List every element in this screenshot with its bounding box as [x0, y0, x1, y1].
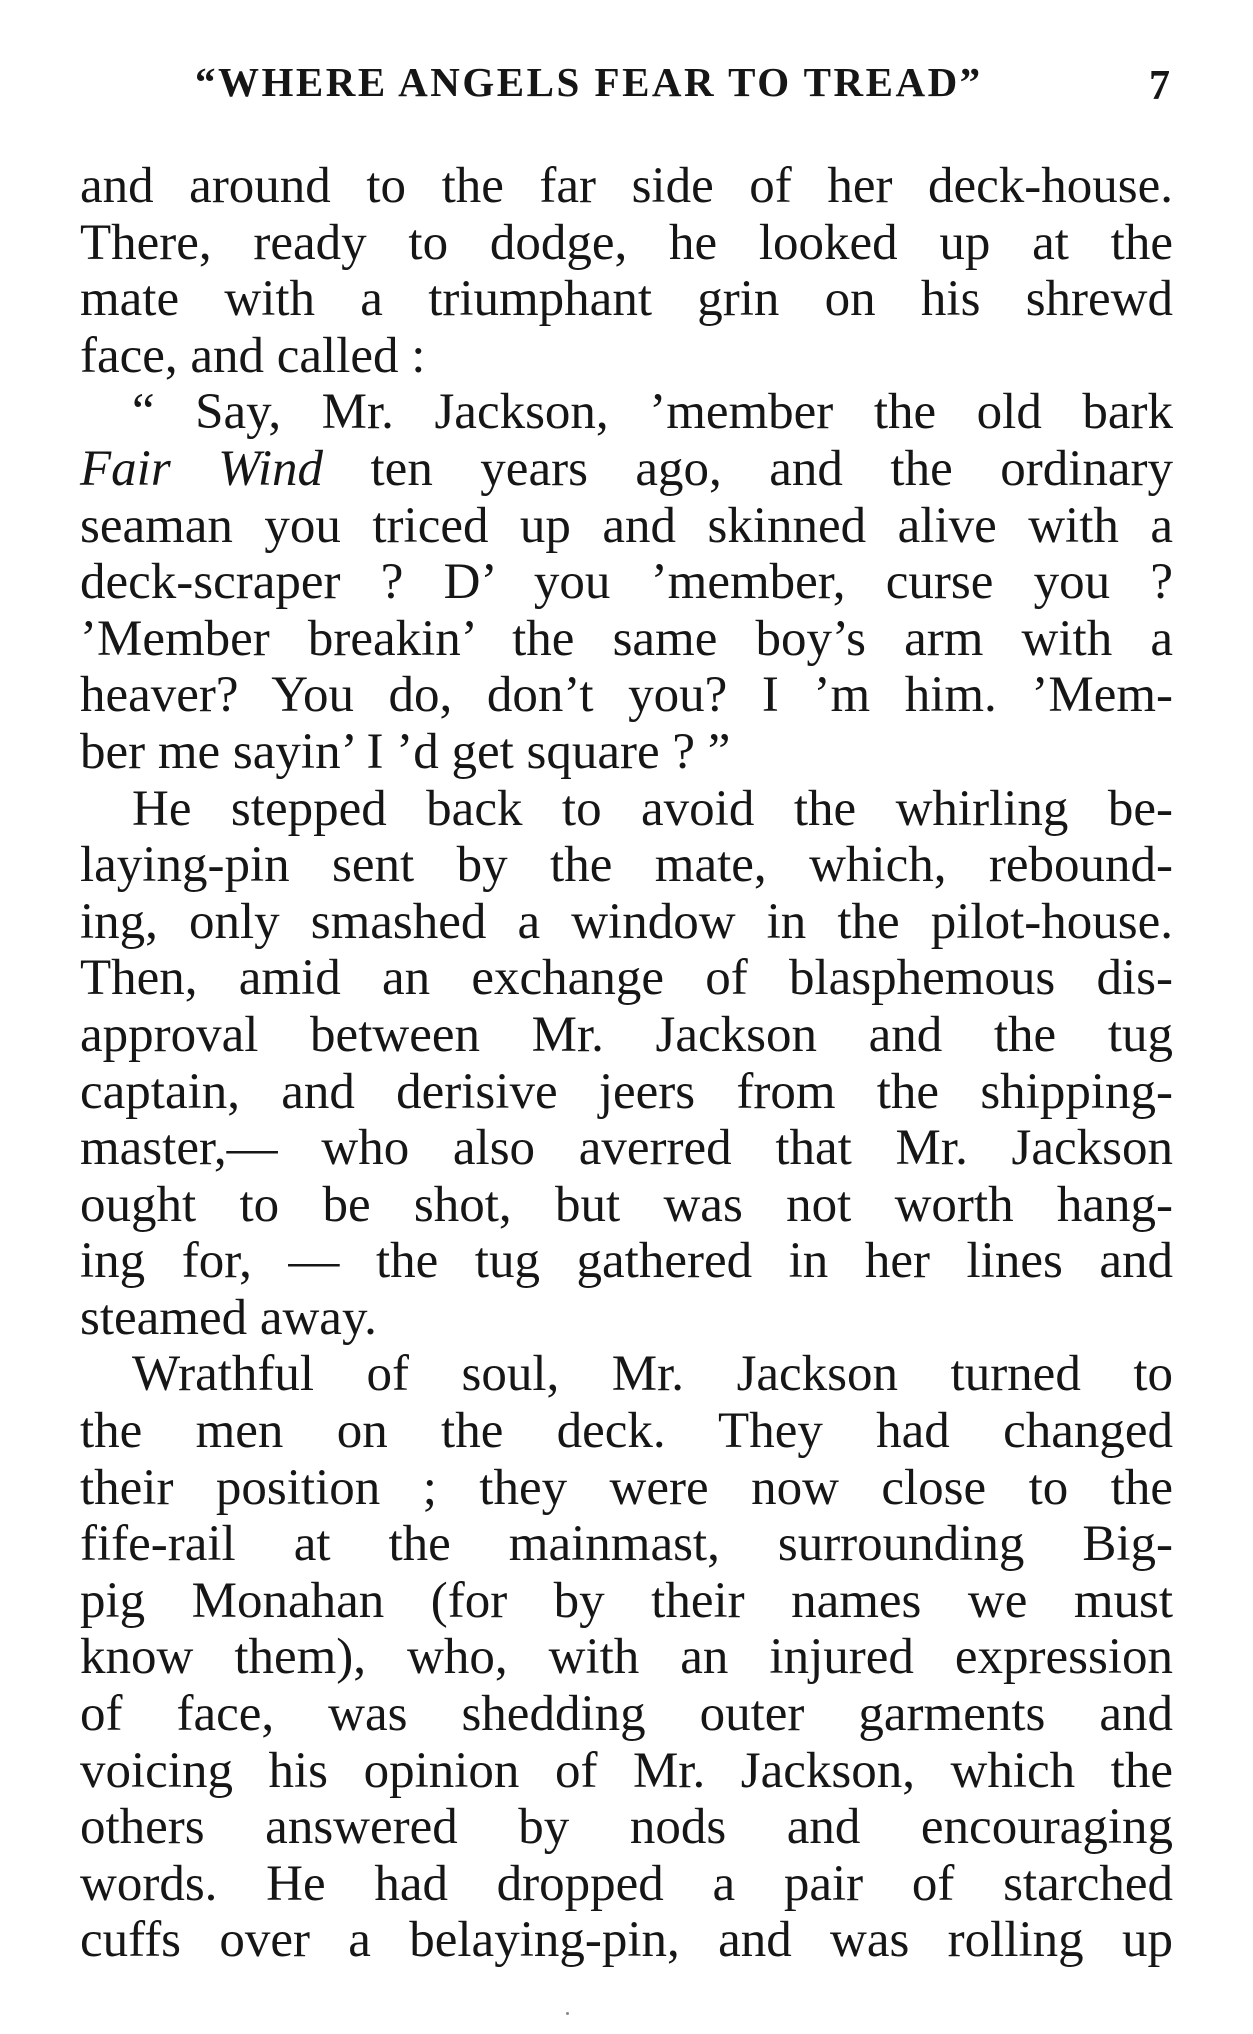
text-line: cuffs over a belaying-pin, and was rolling up [80, 1912, 1173, 1969]
text-line: ing, only smashed a window in the pilot-house. [80, 893, 1173, 950]
paragraph-start-line: He stepped back to avoid the whirling be- [132, 780, 1173, 837]
text-line: heaver? You do, don’t you? I ’m him. ’Mem- [80, 667, 1173, 724]
text-line: captain, and derisive jeers from the shipping- [80, 1063, 1173, 1120]
text-line: ber me sayin’ I ’d get square ? ” [80, 723, 731, 780]
text-line: and around to the far side of her deck-house. [80, 158, 1173, 214]
text-line: of face, was shedding outer garments and [80, 1686, 1173, 1743]
text-line: fife-rail at the mainmast, surrounding Big- [80, 1516, 1173, 1573]
text-line: mate with a triumphant grin on his shrewd [80, 271, 1173, 328]
text-line-rest: ten years ago, and the ordinary [323, 440, 1173, 497]
text-line: ought to be shot, but was not worth hang- [80, 1176, 1173, 1233]
ship-name-italic: Fair Wind [80, 440, 324, 497]
text-line: Then, amid an exchange of blasphemous dis- [80, 950, 1173, 1007]
text-line: ing for, — the tug gathered in her lines and [80, 1233, 1173, 1290]
text-line: know them), who, with an injured expression [80, 1629, 1173, 1686]
text-line: their position ; they were now close to the [80, 1459, 1173, 1516]
text-line: approval between Mr. Jackson and the tug [80, 1006, 1173, 1063]
text-line: There, ready to dodge, he looked up at the [80, 214, 1173, 271]
text-line: the men on the deck. They had changed [80, 1403, 1173, 1460]
text-line: seaman you triced up and skinned alive with a [80, 497, 1173, 554]
text-line: ’Member breakin’ the same boy’s arm with a [80, 610, 1173, 667]
paragraph-start-line: “ Say, Mr. Jackson, ’member the old bark [132, 384, 1173, 441]
paragraph-start-line: Wrathful of soul, Mr. Jackson turned to [132, 1346, 1173, 1403]
print-speck [566, 2012, 569, 2015]
text-line: deck-scraper ? D’ you ’member, curse you ? [80, 554, 1173, 611]
text-line: face, and called : [80, 327, 426, 384]
text-line: steamed away. [80, 1289, 377, 1346]
text-line: master,— who also averred that Mr. Jackson [80, 1120, 1173, 1177]
text-line: voicing his opinion of Mr. Jackson, which the [80, 1742, 1173, 1799]
page-number: 7 [1149, 63, 1170, 109]
text-line: laying-pin sent by the mate, which, rebound- [80, 837, 1173, 894]
text-line: others answered by nods and encouraging [80, 1799, 1173, 1856]
body-text [80, 158, 1173, 1969]
text-line: words. He had dropped a pair of starched [80, 1855, 1173, 1912]
text-line: pig Monahan (for by their names we must [80, 1572, 1173, 1629]
running-head-title: “WHERE ANGELS FEAR TO TREAD” [195, 59, 983, 105]
text-line [80, 441, 1173, 498]
